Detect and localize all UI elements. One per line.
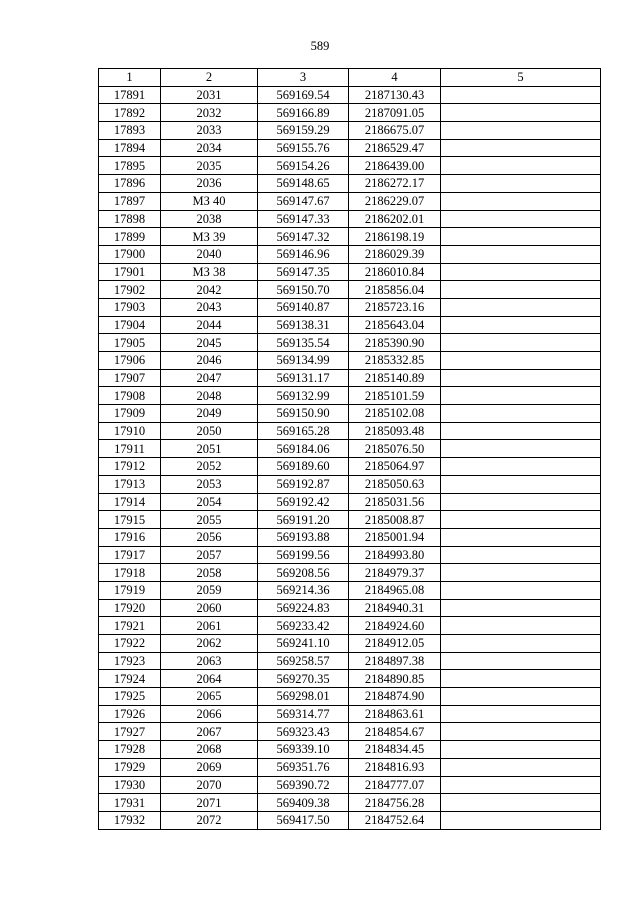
table-cell-col-2: 2051 bbox=[161, 440, 258, 458]
table-cell-col-4: 2186229.07 bbox=[349, 192, 441, 210]
table-cell-col-4: 2185008.87 bbox=[349, 511, 441, 529]
table-cell-col-1: 17932 bbox=[99, 811, 161, 829]
table-row bbox=[99, 139, 601, 157]
table-cell-col-4: 2184912.05 bbox=[349, 635, 441, 653]
table-cell-col-3: 569417.50 bbox=[258, 811, 349, 829]
table-cell-col-3: 569233.42 bbox=[258, 617, 349, 635]
table-cell-col-4: 2186029.39 bbox=[349, 245, 441, 263]
table-cell-col-4: 2186272.17 bbox=[349, 175, 441, 193]
table-cell-col-3: 569241.10 bbox=[258, 635, 349, 653]
table-cell-col-2: 2067 bbox=[161, 723, 258, 741]
table-cell-col-1: 17899 bbox=[99, 228, 161, 246]
table-cell-col-4: 2185332.85 bbox=[349, 352, 441, 370]
table-cell-col-5 bbox=[441, 122, 601, 140]
table-cell-col-4: 2186675.07 bbox=[349, 122, 441, 140]
table-cell-col-3: 569409.38 bbox=[258, 794, 349, 812]
table-row bbox=[99, 352, 601, 370]
table-cell-col-1: 17892 bbox=[99, 104, 161, 122]
table-cell-col-5 bbox=[441, 352, 601, 370]
table-cell-col-1: 17927 bbox=[99, 723, 161, 741]
table-cell-col-5 bbox=[441, 104, 601, 122]
table-cell-col-1: 17909 bbox=[99, 405, 161, 423]
table-row bbox=[99, 599, 601, 617]
table-row bbox=[99, 528, 601, 546]
table-cell-col-4: 2185050.63 bbox=[349, 475, 441, 493]
table-cell-col-3: 569148.65 bbox=[258, 175, 349, 193]
table-cell-col-1: 17905 bbox=[99, 334, 161, 352]
table-cell-col-2: 2060 bbox=[161, 599, 258, 617]
table-cell-col-1: 17919 bbox=[99, 581, 161, 599]
table-row bbox=[99, 298, 601, 316]
table-cell-col-5 bbox=[441, 652, 601, 670]
table-cell-col-1: 17902 bbox=[99, 281, 161, 299]
table-row bbox=[99, 635, 601, 653]
table-cell-col-3: 569166.89 bbox=[258, 104, 349, 122]
table-cell-col-1: 17926 bbox=[99, 705, 161, 723]
table-cell-col-3: 569147.35 bbox=[258, 263, 349, 281]
table-row bbox=[99, 405, 601, 423]
table-cell-col-3: 569214.36 bbox=[258, 581, 349, 599]
table-cell-col-2: МЗ 40 bbox=[161, 192, 258, 210]
table-cell-col-5 bbox=[441, 475, 601, 493]
table-cell-col-3: 569134.99 bbox=[258, 352, 349, 370]
table-cell-col-3: 569147.32 bbox=[258, 228, 349, 246]
table-cell-col-1: 17918 bbox=[99, 564, 161, 582]
table-cell-col-2: МЗ 38 bbox=[161, 263, 258, 281]
table-cell-col-2: 2034 bbox=[161, 139, 258, 157]
table-cell-col-4: 2185093.48 bbox=[349, 422, 441, 440]
table-cell-col-2: 2031 bbox=[161, 86, 258, 104]
table-row bbox=[99, 758, 601, 776]
table-cell-col-1: 17903 bbox=[99, 298, 161, 316]
table-cell-col-5 bbox=[441, 811, 601, 829]
table-cell-col-4: 2186439.00 bbox=[349, 157, 441, 175]
table-cell-col-2: 2055 bbox=[161, 511, 258, 529]
table-cell-col-1: 17914 bbox=[99, 493, 161, 511]
table-cell-col-3: 569192.42 bbox=[258, 493, 349, 511]
table-cell-col-2: 2068 bbox=[161, 741, 258, 759]
table-cell-col-2: 2032 bbox=[161, 104, 258, 122]
table-row bbox=[99, 86, 601, 104]
table-cell-col-3: 569193.88 bbox=[258, 528, 349, 546]
table-cell-col-4: 2186202.01 bbox=[349, 210, 441, 228]
table-row bbox=[99, 670, 601, 688]
table-cell-col-4: 2184979.37 bbox=[349, 564, 441, 582]
table-row bbox=[99, 475, 601, 493]
table-cell-col-4: 2184863.61 bbox=[349, 705, 441, 723]
table-cell-col-2: 2059 bbox=[161, 581, 258, 599]
table-cell-col-5 bbox=[441, 387, 601, 405]
table-cell-col-1: 17894 bbox=[99, 139, 161, 157]
table-cell-col-4: 2184965.08 bbox=[349, 581, 441, 599]
table-cell-col-3: 569150.70 bbox=[258, 281, 349, 299]
table-cell-col-3: 569165.28 bbox=[258, 422, 349, 440]
table-cell-col-2: МЗ 39 bbox=[161, 228, 258, 246]
table-cell-col-1: 17916 bbox=[99, 528, 161, 546]
table-row bbox=[99, 688, 601, 706]
table-cell-col-4: 2185643.04 bbox=[349, 316, 441, 334]
table-cell-col-5 bbox=[441, 564, 601, 582]
table-row bbox=[99, 281, 601, 299]
table-body bbox=[99, 86, 601, 829]
table-cell-col-1: 17901 bbox=[99, 263, 161, 281]
table-cell-col-2: 2063 bbox=[161, 652, 258, 670]
table-cell-col-1: 17930 bbox=[99, 776, 161, 794]
table-cell-col-5 bbox=[441, 741, 601, 759]
table-row bbox=[99, 210, 601, 228]
table-cell-col-1: 17908 bbox=[99, 387, 161, 405]
table-cell-col-5 bbox=[441, 422, 601, 440]
table-cell-col-2: 2066 bbox=[161, 705, 258, 723]
table-cell-col-1: 17928 bbox=[99, 741, 161, 759]
table-cell-col-1: 17923 bbox=[99, 652, 161, 670]
table-row bbox=[99, 334, 601, 352]
table-cell-col-3: 569159.29 bbox=[258, 122, 349, 140]
table-cell-col-4: 2186529.47 bbox=[349, 139, 441, 157]
column-header-5: 5 bbox=[441, 69, 601, 87]
table-row bbox=[99, 458, 601, 476]
table-row bbox=[99, 440, 601, 458]
table-cell-col-1: 17931 bbox=[99, 794, 161, 812]
column-header-1: 1 bbox=[99, 69, 161, 87]
table-cell-col-4: 2186198.19 bbox=[349, 228, 441, 246]
table-row bbox=[99, 741, 601, 759]
table-cell-col-2: 2046 bbox=[161, 352, 258, 370]
table-cell-col-4: 2184993.80 bbox=[349, 546, 441, 564]
table-cell-col-5 bbox=[441, 546, 601, 564]
table-cell-col-1: 17920 bbox=[99, 599, 161, 617]
table-cell-col-3: 569351.76 bbox=[258, 758, 349, 776]
table-cell-col-5 bbox=[441, 670, 601, 688]
table-cell-col-2: 2072 bbox=[161, 811, 258, 829]
table-row bbox=[99, 422, 601, 440]
table-cell-col-4: 2184854.67 bbox=[349, 723, 441, 741]
table-cell-col-1: 17897 bbox=[99, 192, 161, 210]
table-cell-col-2: 2069 bbox=[161, 758, 258, 776]
table-cell-col-1: 17898 bbox=[99, 210, 161, 228]
table-cell-col-2: 2038 bbox=[161, 210, 258, 228]
table-cell-col-2: 2048 bbox=[161, 387, 258, 405]
table-row bbox=[99, 723, 601, 741]
table-cell-col-1: 17912 bbox=[99, 458, 161, 476]
table-cell-col-1: 17900 bbox=[99, 245, 161, 263]
table-cell-col-5 bbox=[441, 210, 601, 228]
column-header-4: 4 bbox=[349, 69, 441, 87]
table-cell-col-4: 2186010.84 bbox=[349, 263, 441, 281]
table-row bbox=[99, 511, 601, 529]
table-cell-col-1: 17925 bbox=[99, 688, 161, 706]
table-cell-col-5 bbox=[441, 334, 601, 352]
table-cell-col-5 bbox=[441, 369, 601, 387]
table-cell-col-1: 17929 bbox=[99, 758, 161, 776]
table-row bbox=[99, 581, 601, 599]
table-cell-col-5 bbox=[441, 405, 601, 423]
table-row bbox=[99, 776, 601, 794]
table-cell-col-4: 2184834.45 bbox=[349, 741, 441, 759]
table-cell-col-2: 2062 bbox=[161, 635, 258, 653]
table-cell-col-4: 2185001.94 bbox=[349, 528, 441, 546]
table-cell-col-1: 17893 bbox=[99, 122, 161, 140]
table-cell-col-1: 17917 bbox=[99, 546, 161, 564]
table-cell-col-5 bbox=[441, 705, 601, 723]
table-cell-col-4: 2184752.64 bbox=[349, 811, 441, 829]
table-cell-col-1: 17922 bbox=[99, 635, 161, 653]
table-cell-col-1: 17906 bbox=[99, 352, 161, 370]
table-cell-col-4: 2184756.28 bbox=[349, 794, 441, 812]
table-cell-col-2: 2053 bbox=[161, 475, 258, 493]
table-row bbox=[99, 122, 601, 140]
table-cell-col-5 bbox=[441, 440, 601, 458]
table-cell-col-5 bbox=[441, 281, 601, 299]
table-row bbox=[99, 245, 601, 263]
table-cell-col-3: 569191.20 bbox=[258, 511, 349, 529]
table-row bbox=[99, 104, 601, 122]
table-cell-col-5 bbox=[441, 139, 601, 157]
table-cell-col-5 bbox=[441, 688, 601, 706]
table-cell-col-2: 2057 bbox=[161, 546, 258, 564]
table-cell-col-3: 569390.72 bbox=[258, 776, 349, 794]
table-cell-col-3: 569184.06 bbox=[258, 440, 349, 458]
table-cell-col-2: 2056 bbox=[161, 528, 258, 546]
table-row bbox=[99, 387, 601, 405]
table-row bbox=[99, 811, 601, 829]
table-cell-col-1: 17921 bbox=[99, 617, 161, 635]
table-cell-col-4: 2184897.38 bbox=[349, 652, 441, 670]
table-cell-col-4: 2185076.50 bbox=[349, 440, 441, 458]
table-cell-col-5 bbox=[441, 458, 601, 476]
table-cell-col-3: 569189.60 bbox=[258, 458, 349, 476]
table-cell-col-2: 2049 bbox=[161, 405, 258, 423]
table-cell-col-4: 2185102.08 bbox=[349, 405, 441, 423]
table-cell-col-2: 2045 bbox=[161, 334, 258, 352]
table-row bbox=[99, 794, 601, 812]
table-cell-col-2: 2033 bbox=[161, 122, 258, 140]
table-cell-col-4: 2187130.43 bbox=[349, 86, 441, 104]
table-row bbox=[99, 705, 601, 723]
table-cell-col-5 bbox=[441, 175, 601, 193]
table-row bbox=[99, 228, 601, 246]
table-cell-col-2: 2064 bbox=[161, 670, 258, 688]
table-cell-col-5 bbox=[441, 635, 601, 653]
table-cell-col-3: 569208.56 bbox=[258, 564, 349, 582]
table-cell-col-3: 569132.99 bbox=[258, 387, 349, 405]
table-row bbox=[99, 175, 601, 193]
table-cell-col-5 bbox=[441, 617, 601, 635]
table-cell-col-3: 569199.56 bbox=[258, 546, 349, 564]
table-cell-col-3: 569298.01 bbox=[258, 688, 349, 706]
table-cell-col-3: 569169.54 bbox=[258, 86, 349, 104]
table-cell-col-5 bbox=[441, 723, 601, 741]
table-cell-col-4: 2185390.90 bbox=[349, 334, 441, 352]
table-row bbox=[99, 617, 601, 635]
table-cell-col-5 bbox=[441, 192, 601, 210]
table-cell-col-2: 2042 bbox=[161, 281, 258, 299]
table-row bbox=[99, 652, 601, 670]
table-cell-col-1: 17904 bbox=[99, 316, 161, 334]
table-row bbox=[99, 493, 601, 511]
table-cell-col-3: 569314.77 bbox=[258, 705, 349, 723]
table-cell-col-3: 569140.87 bbox=[258, 298, 349, 316]
table-cell-col-3: 569258.57 bbox=[258, 652, 349, 670]
table-cell-col-2: 2058 bbox=[161, 564, 258, 582]
table-cell-col-1: 17915 bbox=[99, 511, 161, 529]
table-row bbox=[99, 192, 601, 210]
table-cell-col-5 bbox=[441, 493, 601, 511]
table-cell-col-2: 2047 bbox=[161, 369, 258, 387]
column-header-3: 3 bbox=[258, 69, 349, 87]
table-cell-col-5 bbox=[441, 228, 601, 246]
table-cell-col-4: 2185101.59 bbox=[349, 387, 441, 405]
table-cell-col-4: 2184816.93 bbox=[349, 758, 441, 776]
table-cell-col-2: 2044 bbox=[161, 316, 258, 334]
table-cell-col-3: 569224.83 bbox=[258, 599, 349, 617]
table-cell-col-5 bbox=[441, 298, 601, 316]
table-cell-col-1: 17896 bbox=[99, 175, 161, 193]
table-cell-col-2: 2061 bbox=[161, 617, 258, 635]
table-cell-col-5 bbox=[441, 599, 601, 617]
table-cell-col-5 bbox=[441, 245, 601, 263]
table-row bbox=[99, 564, 601, 582]
table-cell-col-2: 2036 bbox=[161, 175, 258, 193]
table-cell-col-3: 569131.17 bbox=[258, 369, 349, 387]
table-cell-col-3: 569339.10 bbox=[258, 741, 349, 759]
table-row bbox=[99, 157, 601, 175]
table-cell-col-4: 2184890.85 bbox=[349, 670, 441, 688]
table-cell-col-3: 569192.87 bbox=[258, 475, 349, 493]
table-cell-col-3: 569147.67 bbox=[258, 192, 349, 210]
table-cell-col-1: 17924 bbox=[99, 670, 161, 688]
table-cell-col-3: 569147.33 bbox=[258, 210, 349, 228]
table-cell-col-4: 2184940.31 bbox=[349, 599, 441, 617]
table-cell-col-4: 2185064.97 bbox=[349, 458, 441, 476]
table-cell-col-4: 2184924.60 bbox=[349, 617, 441, 635]
table-row bbox=[99, 263, 601, 281]
page-number: 589 bbox=[310, 39, 330, 53]
table-cell-col-5 bbox=[441, 794, 601, 812]
table-cell-col-5 bbox=[441, 758, 601, 776]
table-cell-col-4: 2187091.05 bbox=[349, 104, 441, 122]
table-cell-col-2: 2065 bbox=[161, 688, 258, 706]
table-cell-col-5 bbox=[441, 316, 601, 334]
table-cell-col-2: 2052 bbox=[161, 458, 258, 476]
table-cell-col-3: 569138.31 bbox=[258, 316, 349, 334]
table-cell-col-2: 2043 bbox=[161, 298, 258, 316]
table-cell-col-4: 2185856.04 bbox=[349, 281, 441, 299]
table-cell-col-5 bbox=[441, 157, 601, 175]
table-cell-col-3: 569150.90 bbox=[258, 405, 349, 423]
table-cell-col-3: 569146.96 bbox=[258, 245, 349, 263]
table-cell-col-1: 17895 bbox=[99, 157, 161, 175]
table-cell-col-2: 2040 bbox=[161, 245, 258, 263]
table-cell-col-1: 17910 bbox=[99, 422, 161, 440]
table-cell-col-3: 569155.76 bbox=[258, 139, 349, 157]
table-cell-col-5 bbox=[441, 528, 601, 546]
table-cell-col-3: 569154.26 bbox=[258, 157, 349, 175]
table-cell-col-4: 2184777.07 bbox=[349, 776, 441, 794]
table-row bbox=[99, 369, 601, 387]
table-row bbox=[99, 546, 601, 564]
table-header-row bbox=[99, 69, 601, 87]
table-cell-col-1: 17891 bbox=[99, 86, 161, 104]
table-cell-col-1: 17913 bbox=[99, 475, 161, 493]
table-cell-col-2: 2070 bbox=[161, 776, 258, 794]
table-cell-col-2: 2050 bbox=[161, 422, 258, 440]
table-cell-col-5 bbox=[441, 581, 601, 599]
table-cell-col-3: 569270.35 bbox=[258, 670, 349, 688]
table-cell-col-5 bbox=[441, 776, 601, 794]
table-cell-col-3: 569135.54 bbox=[258, 334, 349, 352]
table-row bbox=[99, 316, 601, 334]
table-cell-col-2: 2054 bbox=[161, 493, 258, 511]
table-cell-col-4: 2185140.89 bbox=[349, 369, 441, 387]
table-cell-col-5 bbox=[441, 86, 601, 104]
table-cell-col-2: 2035 bbox=[161, 157, 258, 175]
table-cell-col-5 bbox=[441, 263, 601, 281]
table-cell-col-4: 2185031.56 bbox=[349, 493, 441, 511]
table-cell-col-5 bbox=[441, 511, 601, 529]
table-cell-col-1: 17911 bbox=[99, 440, 161, 458]
table-cell-col-3: 569323.43 bbox=[258, 723, 349, 741]
table-cell-col-4: 2185723.16 bbox=[349, 298, 441, 316]
coordinates-table bbox=[98, 68, 601, 830]
table-cell-col-4: 2184874.90 bbox=[349, 688, 441, 706]
table-cell-col-2: 2071 bbox=[161, 794, 258, 812]
table-cell-col-1: 17907 bbox=[99, 369, 161, 387]
column-header-2: 2 bbox=[161, 69, 258, 87]
